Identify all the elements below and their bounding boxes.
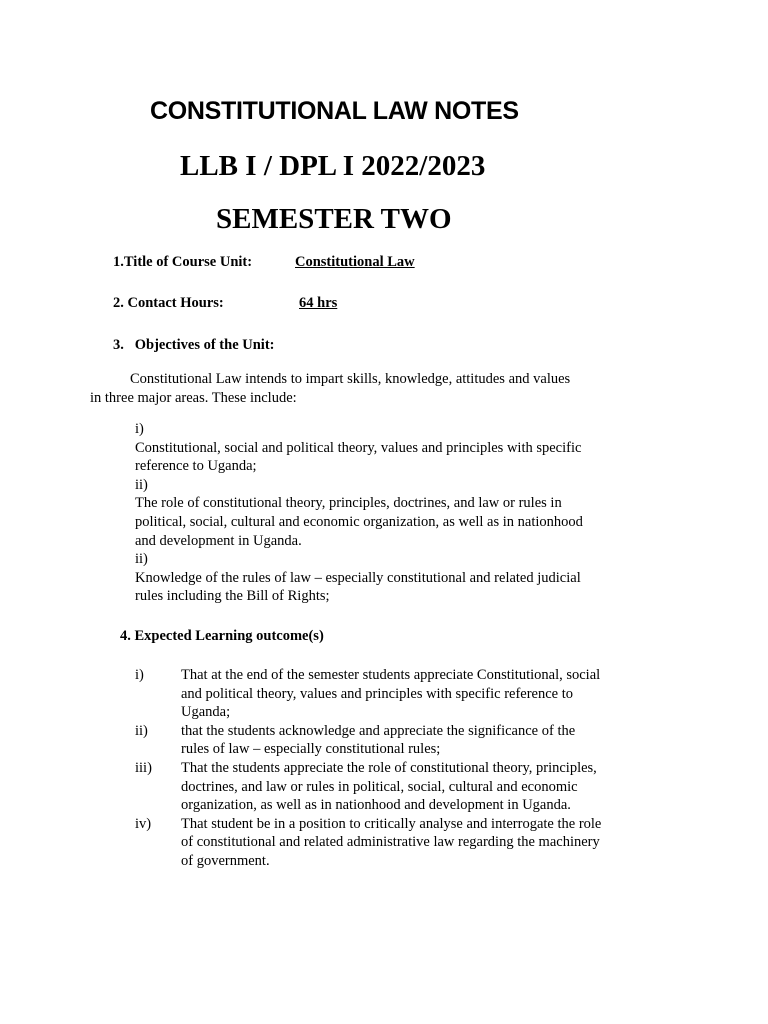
objective-text: Knowledge of the rules of law – especially constitutional and related judicial rules including the Bill of Rights; — [135, 569, 581, 605]
outcome-number: i) — [135, 667, 144, 683]
objective-number: ii) — [135, 551, 148, 568]
program-heading: LLB I / DPL I 2022/2023 — [180, 150, 486, 182]
course-title-label: 1.Title of Course Unit: — [113, 254, 253, 270]
semester-heading: SEMESTER TWO — [216, 203, 452, 235]
outcome-number: iv) — [135, 815, 152, 832]
objective-number: ii) — [135, 476, 148, 493]
outcome-text: that the students acknowledge and appreciate the significance of the rules of law – especially constitutional rules; — [181, 722, 576, 758]
objectives-intro — [90, 370, 600, 407]
objective-text: Constitutional, social and political theory, values and principles with specific reference to Uganda; — [135, 439, 582, 475]
objectives-intro-line1: Constitutional Law intends to impart skills, knowledge, attitudes and values — [130, 371, 571, 387]
outcome-text: That at the end of the semester students appreciate Constitutional, social and political theory, values and principles with specific reference to Uganda; — [181, 667, 601, 721]
objectives-intro-line2: in three major areas. These include: — [90, 389, 297, 406]
outcomes-list — [135, 666, 605, 871]
outcome-number: iii) — [135, 759, 152, 776]
outcomes-heading: 4. Expected Learning outcome(s) — [120, 628, 324, 644]
outcome-number: ii) — [135, 722, 148, 739]
objective-number: i) — [135, 421, 144, 437]
outcome-item — [135, 815, 605, 871]
contact-hours-label: 2. Contact Hours: — [113, 295, 224, 311]
contact-hours-value: 64 hrs — [299, 295, 338, 311]
outcome-item — [135, 666, 605, 722]
course-title-value: Constitutional Law — [295, 254, 415, 270]
objective-text: The role of constitutional theory, principles, doctrines, and law or rules in political, social, cultural and economic organization, as well as in nationhood and development in Uganda. — [135, 495, 583, 549]
outcome-text: That student be in a position to critically analyse and interrogate the role of constitutional and related administrative law regarding the machinery of government. — [181, 815, 602, 869]
outcome-item — [135, 722, 605, 759]
outcome-text: That the students appreciate the role of constitutional theory, principles, doctrines, and law or rules in political, social, cultural and economic organization, as well as in nationhood and development in Uganda. — [181, 759, 597, 814]
objectives-heading: 3. Objectives of the Unit: — [113, 337, 275, 353]
objectives-list — [135, 420, 605, 606]
document-title: CONSTITUTIONAL LAW NOTES — [150, 97, 519, 125]
outcome-item — [135, 759, 605, 815]
